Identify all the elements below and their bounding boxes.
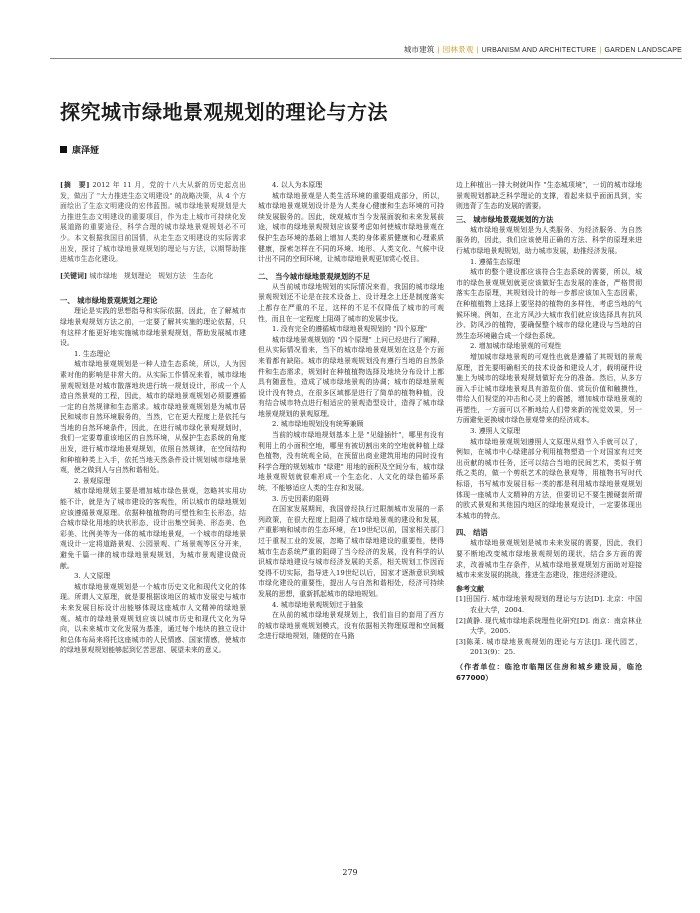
section-heading: 一、 城市绿地景观规划之理论 [60,296,158,306]
section-heading: 三、 城市绿地景观规划的方法 [456,214,554,224]
paragraph: 城市绿地景观规划遵照人文原理从细节入手就可以了，例如，在城市中心绿建部分利用植物塑造一个对国家有过突出贡献的城市任务，还可以结合当地的民间艺术，类似于剪纸之类的，做一个剪纸艺术的绿色景观等，用植物书写时代标语，书写城市发展目标一类的都是利用城市绿地景观规划体现一座城市人文精神的方法，但要切记不要生搬硬套所谓的欧式景观和其他国内地区的绿地景观设计，一定要体现出本城市的特点。 [456,437,642,520]
keywords-label: [关键词] [60,271,88,280]
paragraph: 边上种植出一排大树就叫作 "生态城项境"，一切的城市绿地景观规划都缺乏科学理论的支撑，看起来似乎面面具到，实则违背了生态的发展的需要。 [456,181,642,211]
paragraph: 从当前城市绿地规划的实际情况来看，我国的城市绿地景观规划还不论是在技术设备上、设计理念上还是制度落实上都存在严重的不足，这样的不足不仅降低了城市的可观性，而且在一定程度上阻碍了城市的发展步伐。 [258,282,444,323]
subsection-heading: 1. 遵循生态原理 [470,257,521,266]
paragraph: 在从前的城市绿地景观规划上，我们盲目的套用了西方的城市绿地景观规划模式，没有依据相关物理原理和空间概念进行绿地规划，随便的在马路 [258,611,444,641]
paragraph: 城市绿地景观规划是城市未来发展的需要，因此，我们要不断地改变城市绿地景观规划的现状，结合多方面的需求，改善城市生存条件，从城市绿地景观规划方面助对迎接城市未来发展的挑战，推进生态建设，推进经济建设。 [456,539,642,580]
article-title: 探究城市绿地景观规划的理论与方法 [60,100,388,124]
subsection-heading: 3. 历史因素的阻碍 [272,494,329,503]
column-2 [258,180,444,800]
reference-item: [3]陈莱. 城市绿地景观规划的理论与方法[J]. 现代园艺，2013(9)：25. [456,637,642,657]
subsection-heading: 1. 没有完全的遵循城市绿地景观规划的 "四个原理" [272,325,428,334]
paragraph: 城市的整个建设都应该符合生态系统的需要，所以，城市的绿色景观规划就更应该做好生态发展的准备，严格贯彻落实生态原理，其规划设计的每一步都应该加入生态因素，在种植植物上选择上要坚持的植物的多样性，考虑当地的气候环境。例如，在北方风沙大城市我们就应该选择具有抗风沙、防风沙的植物，要确保整个城市的绿化建设与当地的自然生态环境融合成一个绿色系统。 [456,268,642,340]
paragraph: 城市绿地景观规划是为人类服务、为经济服务、为自然服务的，因此，我们应该使用正确的方法、科学的原理来进行城市绿地景观规划，助力城市发展，助推经济发展。 [456,225,642,255]
header-section: 城市建筑 [403,45,435,54]
keywords [60,271,246,282]
paragraph: 在国家发展期间，我国曾经执行过限制城市发展的一系列政策，在很大程度上阻碍了城市绿地景观的建设和发展，产重影响和城市的生态环境，在19世纪以前，国家相关部门过于重视工业的发展，忽略了城市绿地建设的重要性，使得城市生态系统严重的阻碍了当今经济的发展，没有科学的认识城市绿地建设与城市经济发展的关系，相关规划工作因而变得不切实际，指导进入19世纪以后，国家才逐渐意识到城市绿化建设的重要性，提出人与自然和谐相处，经济可持续发展的思想，重新抓起城市的绿地规划。 [258,505,444,598]
header-english-1: URBANISM AND ARCHITECTURE [481,47,597,54]
paragraph: 城市绿地景观是人类生活环境的重要组成部分，所以，城市绿地景观规划设计是为人类身心健康和生态环境的可持续发展服务的。因此，统观城市当今发展面貌和未来发展前途，城市的绿地景观规划应该要考虑如何使城市绿地景观在保护生态环境的基础上增加人类的身体素质健康和心理素质健康，探索怎样在不同的环境、地形、人类文化、气候中设计出不同的空间环境，让城市绿地景观更加赏心悦目。 [258,191,444,264]
subsection-heading: 4. 城市绿地景观规划过于抽象 [272,600,364,609]
section-heading: 二、 当今城市绿地景观规划的不足 [258,271,370,281]
subsection-heading: 2. 景观原理 [74,476,111,485]
paragraph: 城市绿地景观规划的 "四个原理" 上问已经进行了阐释，但从实际情况看来，当下的城市绿地景观规划在这是个方面来看都有缺陷。城市的绿地景观规划没有遵行当地的自然条件和生态需求，规划时在种植植物选择及地块分布设计上都具有随意性，造成了城市绿地景观的协调；城市的绿地景观设计没有特点，在很多区域都是进行了简单的植物种植，没有结合城市特点进行相适应的景观造型设计，造得了城市绿地景观规划的景观原理。 [258,335,444,418]
paragraph: 当前的城市绿地规划基本上是 "见缝插针"，哪里有没有利用上的小面积空地，哪里有被切割出来的空地就种植上绿色植物，没有统观全局，在预留出商业建筑用地的同时没有科学合理的规划城市 "绿建" 用地的面积及空间分布，城市绿地景观规划就很难形成一个生态化、人文化的绿色循环系统，不能够适应人类的生存和发展。 [258,431,444,493]
header-subsection: 园林景观 [442,45,474,54]
paragraph: 城市绿地规划主要是增加城市绿色景观，忽略其实用功能不计，就是为了城市建设的客观性，所以城市的绿地规划应该遵循景观原理。依据种植植物的可塑性和生长形态，结合城市绿化用地的块状形态，设计出集空间美、形态美、色彩美、比例美等为一体的城市绿地景观，一个城市的绿地景观设计一定将道路景观、公园景观、广场景观等区分开来，避免千篇一律的城市绿地景观规划，为城市景观建设做贡献。 [60,487,246,570]
subsection-heading: 1. 生态理论 [74,349,111,358]
references-title: 参考文献 [456,584,484,593]
header-english-2: GARDEN LANDSCAPE [604,47,682,54]
section-heading: 四、 结语 [456,528,488,538]
keywords-text: 城市绿地 规划理论 规划方法 生态化 [89,271,214,280]
reference-item: [2]黄静. 现代城市绿地系统理性化研究[D]. 南京：南京林业大学，2005. [456,616,642,636]
abstract [60,180,246,265]
author-line [60,143,99,156]
subsection-heading: 2. 增加城市绿地景观的可观性 [470,342,562,351]
paragraph: 增加城市绿地景观的可观性也就是遵循了其规划的景观原理，首先要明确相关的技术设备和建设人才，载明硬件设施上为城市的绿地景观规划做好充分的准备。然后，从多方面入手让城市绿地景观具有游览价值、赏玩价值和触摸性，带给人们视觉的冲击和心灵上的震撼，增加城市绿地景观的再塑性，一方面可以不断地给人们带来新的视觉效果，另一方面避免更换城市绿色景观带来的经济成本。 [456,352,642,425]
author-square-icon [60,146,67,153]
subsection-heading: 2. 城市绿地规划没有统筹兼顾 [272,420,364,429]
subsection-heading: 4. 以人为本原理 [272,181,323,189]
page-number: 279 [342,868,358,877]
abstract-text: 2012 年 11 月，党的十八大从新的历史起点出发，做出了 "大力推进生态文明建设" 的战略决策，从 4 个方面绘出了生态文明建设的宏伟蓝图。城市绿地景观规划是大力推进生态文明建设的重要项目，作为走上城市可持续化发展道路的重要途径，科学合理的城市绿地景观规划必不可少。本文根据我国目前国情，从走生态文明建设的实际需求出发，探讨了城市绿地景观规划的理论与方法，以期帮助推进城市生态化建设。 [60,181,246,264]
column-1 [60,180,246,800]
paragraph: 城市绿地景观规划是一个城市历史文化和现代文化的体现。所谓人文原理，就是要根据该地区的城市发展史与城市未来发展目标设计出能够体现这座城市人文精神的绿地景观。城市的绿地景观规划应该以城市历史和现代文化为导向，以未来城市文化发展为基准，通过每个地块的独立设计和总体布局来将托这座城市的人民情感、国家情感，使城市的绿地景观规划能够起到忆苦思甜、展望未来的意义。 [60,582,246,655]
running-header: 城市建筑 | 园林景观 | URBANISM AND ARCHITECTURE | GARDEN LANDSCAPE [403,45,682,54]
abstract-label: [摘 要] [60,181,90,189]
paragraph: 理论是实践的思想指导和实际依据，因此，在了解城市绿地景观规划方法之前，一定要了解其实施的理论依据，只有这样才能更好地实施城市绿地景观规划，帮助发展城市建设。 [60,307,246,348]
subsection-heading: 3. 人文原理 [74,572,111,581]
author-name: 康泽娅 [72,146,100,156]
column-3 [456,180,642,840]
paragraph: 城市绿地景观规划是一种人造生态系统，所以，人为因素对他的影响是非常大的。从实际工作情况来看，城市绿地景观规划是对城市散落地块进行统一规划设计，形成一个人造自然景观的工程，因此，城市的绿地景观规划必须要遵循一定的自然规律和生态需求。城市绿地景观规划是为城市居民和城市自然环境服务的，当然，它在更大程度上是依托与当地的自然环境条件，因此，在进行城市绿化景观规划时，我们一定要尊重该地区的自然环境，从保护生态系统的角度出发，进行城市绿地景观规划，依照自然规律，在空间结构和种植种类上入手，依托当地天然条件设计规划城市绿地景观，使之做到人与自然和谐相处。 [60,360,246,475]
reference-item: [1]田国行. 城市绿地景观规划的理论与方法[D]. 北京：中国农业大学，2004. [456,595,642,614]
author-affiliation: （作者单位：临沧市临翔区住房和城乡建设局，临沧 677000） [456,662,642,682]
header-rule [50,58,682,59]
subsection-heading: 3. 遵照人文原理 [470,427,521,436]
